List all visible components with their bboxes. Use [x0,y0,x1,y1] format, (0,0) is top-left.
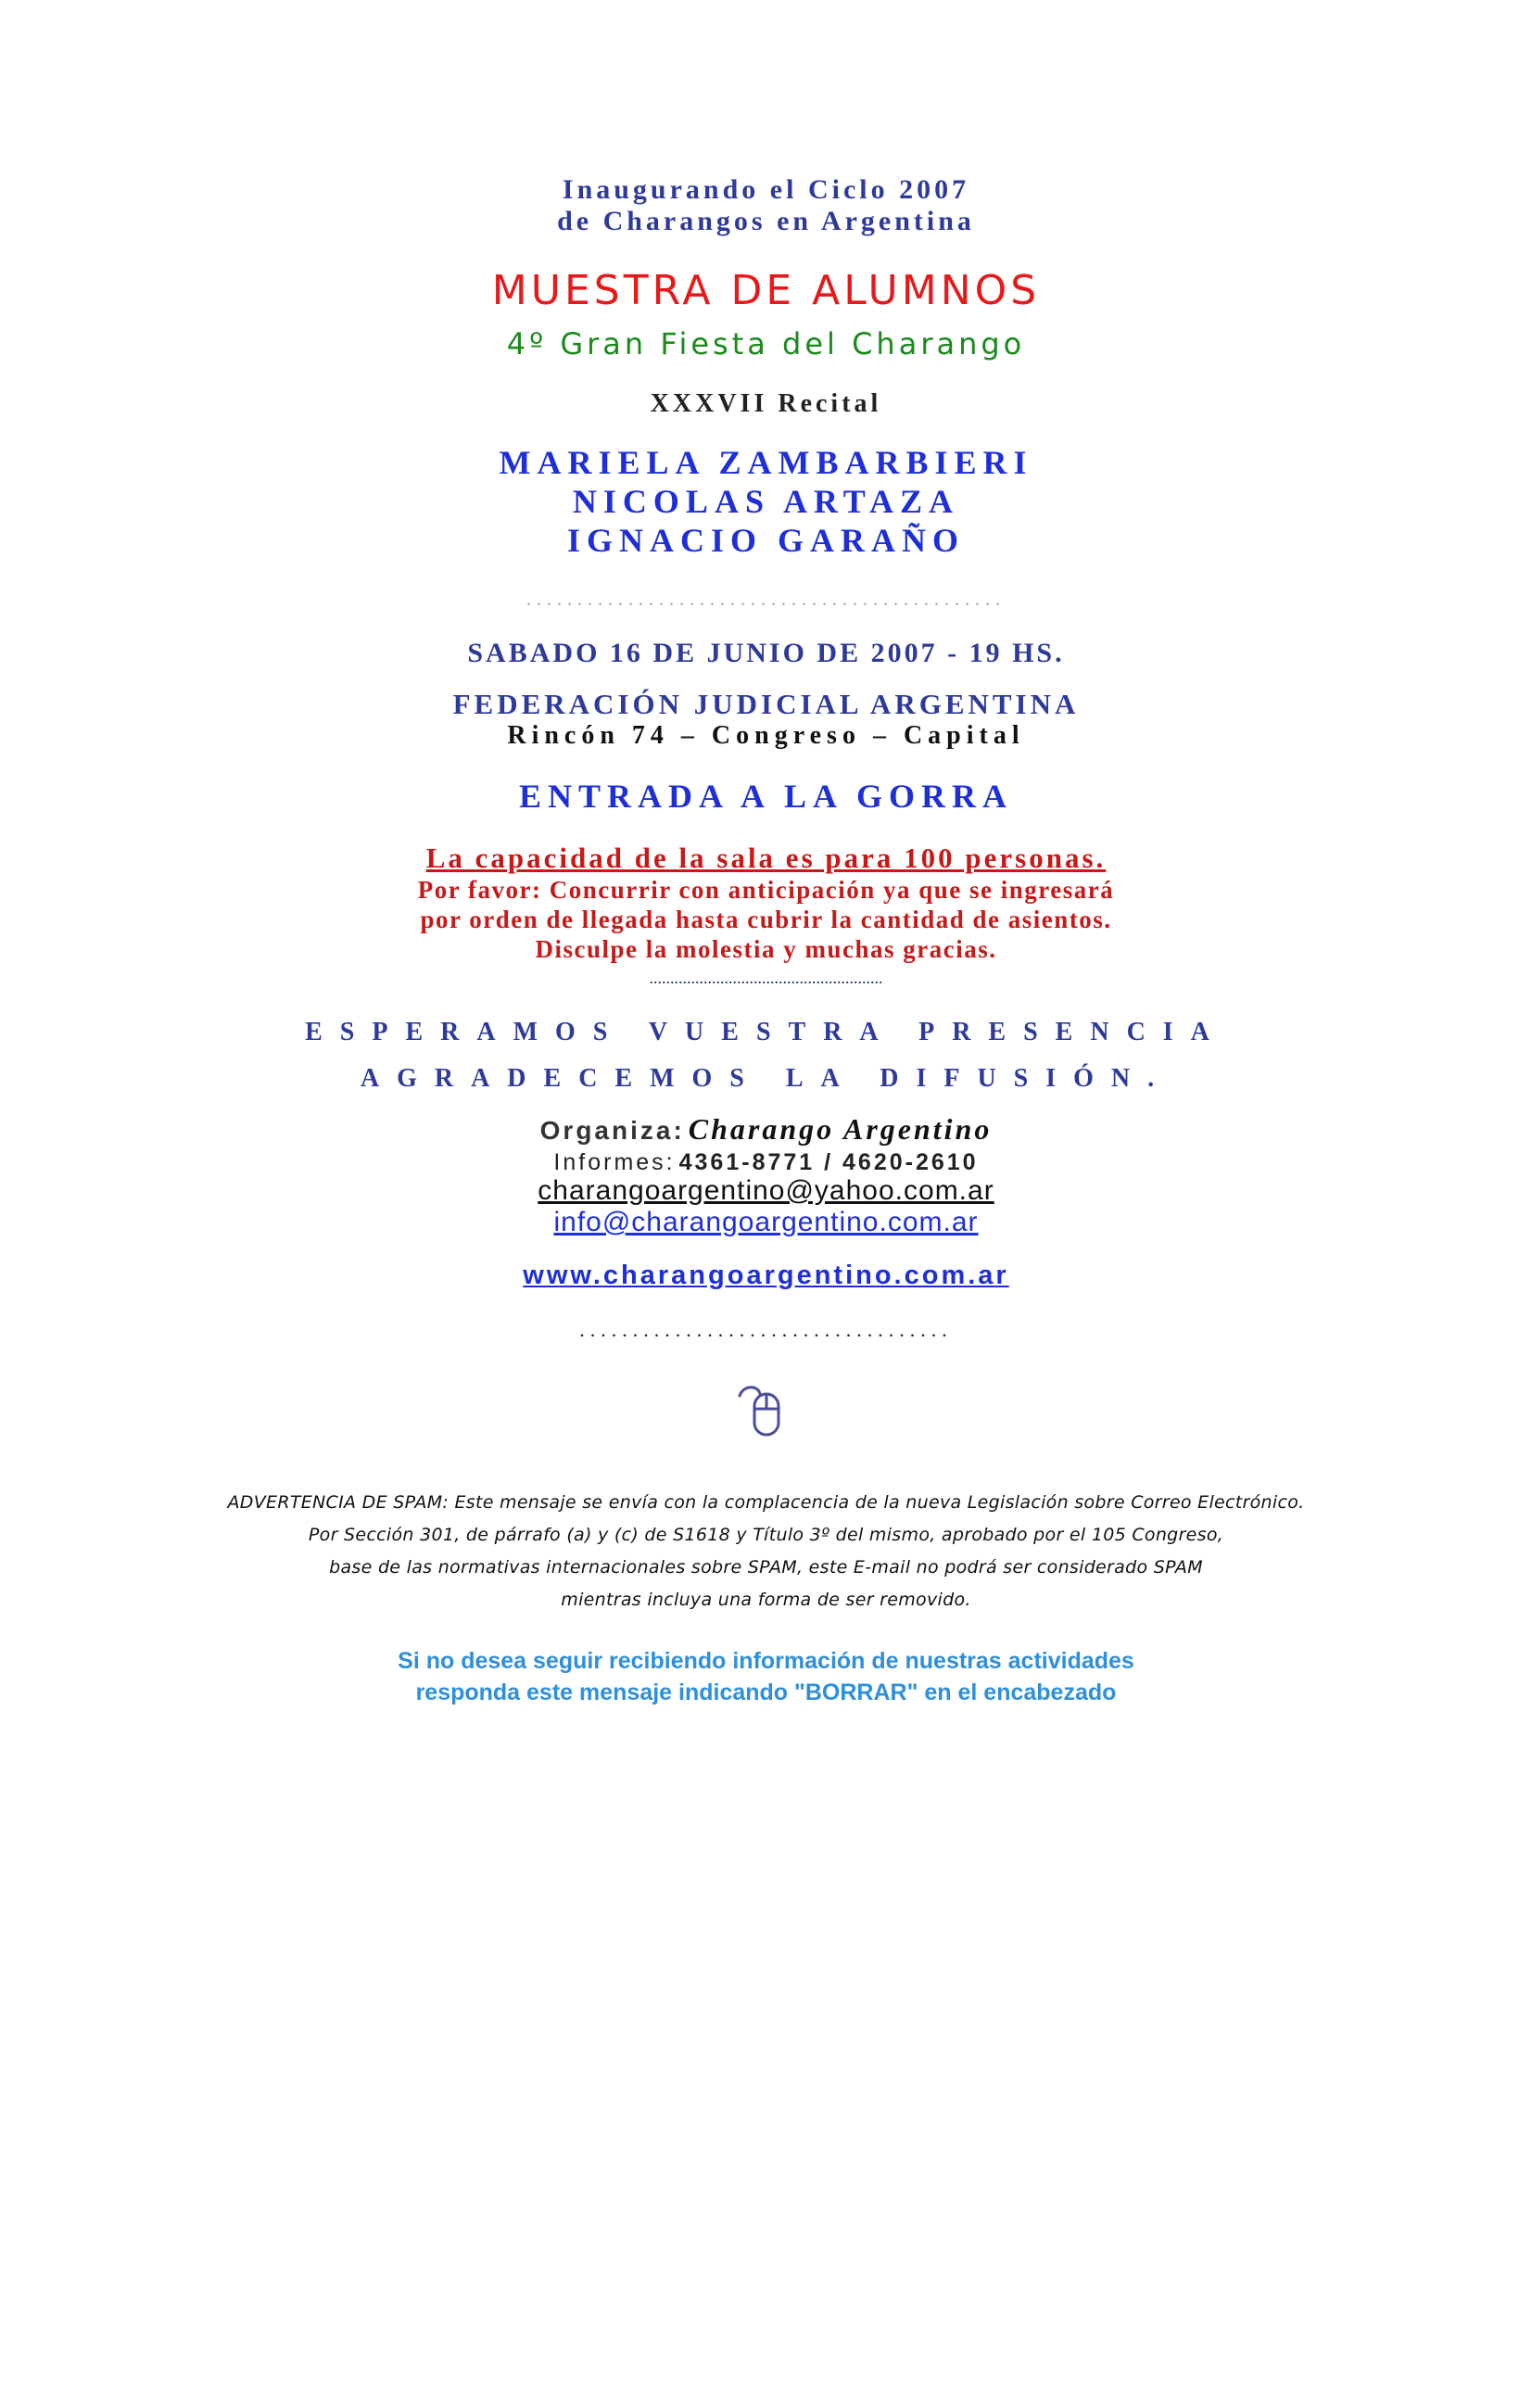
organizer-name: Charango Argentino [688,1112,993,1146]
event-address: Rincón 74 – Congreso – Capital [507,721,1025,750]
spam-notice-line: base de las normativas internacionales sobre SPAM, este E-mail no podrá ser considerado SPAM [329,1557,1203,1578]
separator-dots: ................................... [579,1318,953,1341]
capacity-line: Por favor: Concurrir con anticipación ya que se ingresará [417,876,1115,904]
event-date: SABADO 16 DE JUNIO DE 2007 - 19 HS. [467,638,1065,668]
website-row [0,1261,1532,1291]
website-link[interactable]: www.charangoargentino.com.ar [523,1261,1009,1290]
event-subtitle: 4º Gran Fiesta del Charango [506,326,1026,361]
computer-mouse-icon [732,1381,806,1446]
intro-line-1: Inaugurando el Ciclo 2007 [562,174,970,205]
organiza-label: Organiza: [539,1116,685,1145]
capacity-headline: La capacidad de la sala es para 100 personas. [425,842,1107,874]
spam-notice-line: mientras incluya una forma de ser removido. [561,1590,971,1610]
email-link-yahoo[interactable]: charangoargentino@yahoo.com.ar [538,1175,994,1206]
organiza-row [0,1112,1532,1147]
entry-notice: ENTRADA A LA GORRA [518,778,1014,815]
informes-label: Informes: [553,1149,676,1175]
spam-notice-text: Este mensaje se envía con la complacencia de la nueva Legislación sobre Correo Electrónico. [449,1492,1305,1513]
closing-line-2: AGRADECEMOS LA DIFUSIÓN. [360,1064,1172,1093]
computer-mouse-icon [732,1381,806,1446]
email-row-1 [0,1175,1532,1207]
informes-row [0,1149,1532,1176]
spam-notice-line [0,1492,1532,1513]
performer-name: NICOLAS ARTAZA [572,483,960,520]
performer-name: MARIELA ZAMBARBIERI [499,444,1033,481]
closing-line-1: ESPERAMOS VUESTRA PRESENCIA [305,1018,1227,1046]
capacity-line: por orden de llegada hasta cubrir la cantidad de asientos. [420,906,1112,933]
email-link-info[interactable]: info@charangoargentino.com.ar [553,1207,979,1237]
event-venue: FEDERACIÓN JUDICIAL ARGENTINA [452,688,1080,720]
spam-notice-label: ADVERTENCIA DE SPAM: [227,1492,449,1513]
separator-dots: ........................................................ [649,969,883,987]
performer-name: IGNACIO GARAÑO [566,522,965,559]
email-row-2 [0,1207,1532,1238]
separator-dots: ............................................... [526,589,1006,610]
capacity-line: Disculpe la molestia y muchas gracias. [535,935,997,963]
unsubscribe-line-1: Si no desea seguir recibiendo información de nuestras actividades [398,1648,1134,1674]
unsubscribe-line-2: responda este mensaje indicando "BORRAR" en el encabezado [415,1679,1117,1705]
phone-numbers: 4361-8771 / 4620-2610 [678,1149,979,1175]
event-title: MUESTRA DE ALUMNOS [491,267,1041,314]
recital-number: XXXVII Recital [650,389,882,418]
intro-line-2: de Charangos en Argentina [557,206,975,236]
spam-notice-line: Por Sección 301, de párrafo (a) y (c) de S1618 y Título 3º del mismo, aprobado por el 105 Congreso, [308,1525,1224,1545]
